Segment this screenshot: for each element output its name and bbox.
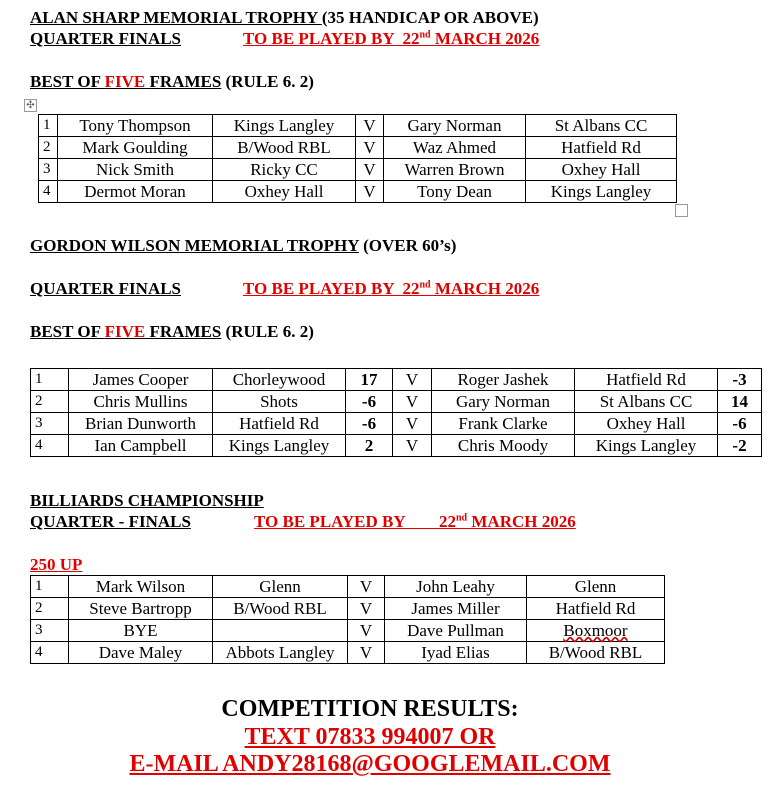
table-cell: Waz Ahmed [384, 137, 526, 159]
table-row [31, 620, 665, 642]
deadline [254, 512, 576, 531]
match-number: 2 [31, 391, 69, 413]
match-number: 4 [39, 181, 58, 203]
subtitle-text: (35 HANDICAP OR ABOVE) [321, 8, 539, 27]
table-row [31, 642, 665, 664]
deadline-text: MARCH 2026 [430, 279, 540, 298]
match-number: 4 [31, 435, 69, 457]
table-cell: Oxhey Hall [213, 181, 356, 203]
table-cell: Oxhey Hall [575, 413, 718, 435]
table-cell: B/Wood RBL [213, 137, 356, 159]
table-cell: Chorleywood [213, 369, 346, 391]
table-cell: -3 [718, 369, 762, 391]
table-row [39, 181, 677, 203]
format-rule: (RULE 6. 2) [221, 72, 314, 91]
table-cell: Chris Mullins [69, 391, 213, 413]
table-cell: Abbots Langley [213, 642, 348, 664]
table-cell: -6 [346, 413, 393, 435]
table-cell: Ricky CC [213, 159, 356, 181]
table-row [31, 576, 665, 598]
deadline-text: MARCH 2026 [430, 29, 540, 48]
table-cell: V [356, 159, 384, 181]
table-cell: -2 [718, 435, 762, 457]
table-cell: Tony Dean [384, 181, 526, 203]
table-row [39, 115, 677, 137]
round-text: QUARTER FINALS [30, 29, 182, 48]
section3-round [30, 512, 576, 531]
format-text: FRAMES [145, 322, 222, 341]
table-cell: V [356, 181, 384, 203]
table-cell: Hatfield Rd [575, 369, 718, 391]
billiards-table [30, 575, 665, 664]
gordon-wilson-table [30, 368, 762, 457]
table-cell: Dave Maley [69, 642, 213, 664]
table-cell: Steve Bartropp [69, 598, 213, 620]
match-number: 1 [39, 115, 58, 137]
title-text: BILLIARDS CHAMPIONSHIP [30, 491, 264, 510]
table-cell: V [393, 391, 432, 413]
match-number: 2 [31, 598, 69, 620]
table-cell: 17 [346, 369, 393, 391]
table-cell: Glenn [527, 576, 665, 598]
table-cell: V [348, 642, 385, 664]
format-highlight: FIVE [104, 72, 146, 91]
table-cell: V [348, 620, 385, 642]
table-cell: Gary Norman [432, 391, 575, 413]
table-row [39, 159, 677, 181]
table-row [31, 413, 762, 435]
deadline-sup: nd [419, 279, 431, 291]
table-cell: V [393, 369, 432, 391]
table-cell: St Albans CC [575, 391, 718, 413]
table-row [31, 391, 762, 413]
table-cell: V [348, 576, 385, 598]
subtitle-text: (OVER 60’s) [358, 236, 457, 255]
table-cell [527, 620, 665, 642]
section2-round [30, 279, 539, 298]
table-cell: V [348, 598, 385, 620]
match-number: 2 [39, 137, 58, 159]
format-text: BEST OF [30, 322, 105, 341]
table-cell: B/Wood RBL [213, 598, 348, 620]
table-cell: -6 [346, 391, 393, 413]
table-cell: Nick Smith [58, 159, 213, 181]
table-row [31, 598, 665, 620]
table-cell: Chris Moody [432, 435, 575, 457]
title-text: GORDON WILSON MEMORIAL TROPHY [30, 236, 359, 255]
table-cell: James Cooper [69, 369, 213, 391]
alan-sharp-table [38, 114, 677, 203]
table-cell: V [356, 137, 384, 159]
table-cell: John Leahy [385, 576, 527, 598]
deadline-text: TO BE PLAYED BY 22 [254, 512, 456, 531]
table-cell: Tony Thompson [58, 115, 213, 137]
table-cell: Gary Norman [384, 115, 526, 137]
table-cell: Kings Langley [575, 435, 718, 457]
table-cell: B/Wood RBL [527, 642, 665, 664]
section1-format [30, 72, 314, 91]
match-number: 1 [31, 369, 69, 391]
table-cell: BYE [69, 620, 213, 642]
section3-format: 250 UP [30, 555, 83, 574]
match-number: 1 [31, 576, 69, 598]
match-number: 3 [39, 159, 58, 181]
table-cell: 2 [346, 435, 393, 457]
table-cell: Shots [213, 391, 346, 413]
table-cell: -6 [718, 413, 762, 435]
table-cell: V [393, 413, 432, 435]
section1-round [30, 29, 539, 48]
round-text: QUARTER - FINALS [30, 512, 191, 531]
format-rule: (RULE 6. 2) [221, 322, 314, 341]
table-cell: Iyad Elias [385, 642, 527, 664]
match-number: 3 [31, 413, 69, 435]
section3-title [30, 491, 264, 510]
format-highlight: FIVE [104, 322, 146, 341]
deadline-sup: nd [456, 512, 468, 524]
format-text: FRAMES [145, 72, 222, 91]
match-number: 3 [31, 620, 69, 642]
results-email-link[interactable]: E-MAIL ANDY28168@GOOGLEMAIL.COM [129, 751, 611, 777]
table-cell: Hatfield Rd [213, 413, 346, 435]
table-cell: Ian Campbell [69, 435, 213, 457]
table-cell: Hatfield Rd [527, 598, 665, 620]
table-cell: James Miller [385, 598, 527, 620]
table-cell: Oxhey Hall [526, 159, 677, 181]
deadline [243, 279, 539, 298]
table-cell: 14 [718, 391, 762, 413]
section2-format [30, 322, 314, 341]
table-row [31, 435, 762, 457]
table-row [31, 369, 762, 391]
table-cell: Dermot Moran [58, 181, 213, 203]
format-text: BEST OF [30, 72, 105, 91]
deadline-text: TO BE PLAYED BY 22 [243, 29, 420, 48]
table-cell: Kings Langley [526, 181, 677, 203]
table-cell: Roger Jashek [432, 369, 575, 391]
table-cell: Brian Dunworth [69, 413, 213, 435]
table-resize-handle-icon[interactable] [675, 204, 688, 217]
deadline-text: TO BE PLAYED BY 22 [243, 279, 420, 298]
match-number: 4 [31, 642, 69, 664]
spellcheck-word: Boxmoor [563, 620, 628, 640]
title-text: ALAN SHARP MEMORIAL TROPHY [30, 8, 322, 27]
table-move-handle-icon[interactable]: ✣ [24, 99, 37, 112]
table-cell: V [393, 435, 432, 457]
deadline-sup: nd [419, 29, 431, 41]
table-cell: V [356, 115, 384, 137]
section2-title [30, 236, 456, 255]
round-text: QUARTER FINALS [30, 279, 182, 298]
deadline-text: MARCH 2026 [467, 512, 576, 531]
table-cell: Mark Wilson [69, 576, 213, 598]
table-cell: Glenn [213, 576, 348, 598]
table-row [39, 137, 677, 159]
table-cell: Frank Clarke [432, 413, 575, 435]
table-cell: St Albans CC [526, 115, 677, 137]
table-cell: Dave Pullman [385, 620, 527, 642]
table-cell: Warren Brown [384, 159, 526, 181]
table-cell: Kings Langley [213, 115, 356, 137]
section1-title [30, 8, 539, 27]
results-heading: COMPETITION RESULTS: [221, 696, 519, 722]
table-cell: Hatfield Rd [526, 137, 677, 159]
table-cell: Mark Goulding [58, 137, 213, 159]
deadline [243, 29, 539, 48]
table-cell [213, 620, 348, 642]
results-text-line: TEXT 07833 994007 OR [244, 724, 496, 750]
table-cell: Kings Langley [213, 435, 346, 457]
